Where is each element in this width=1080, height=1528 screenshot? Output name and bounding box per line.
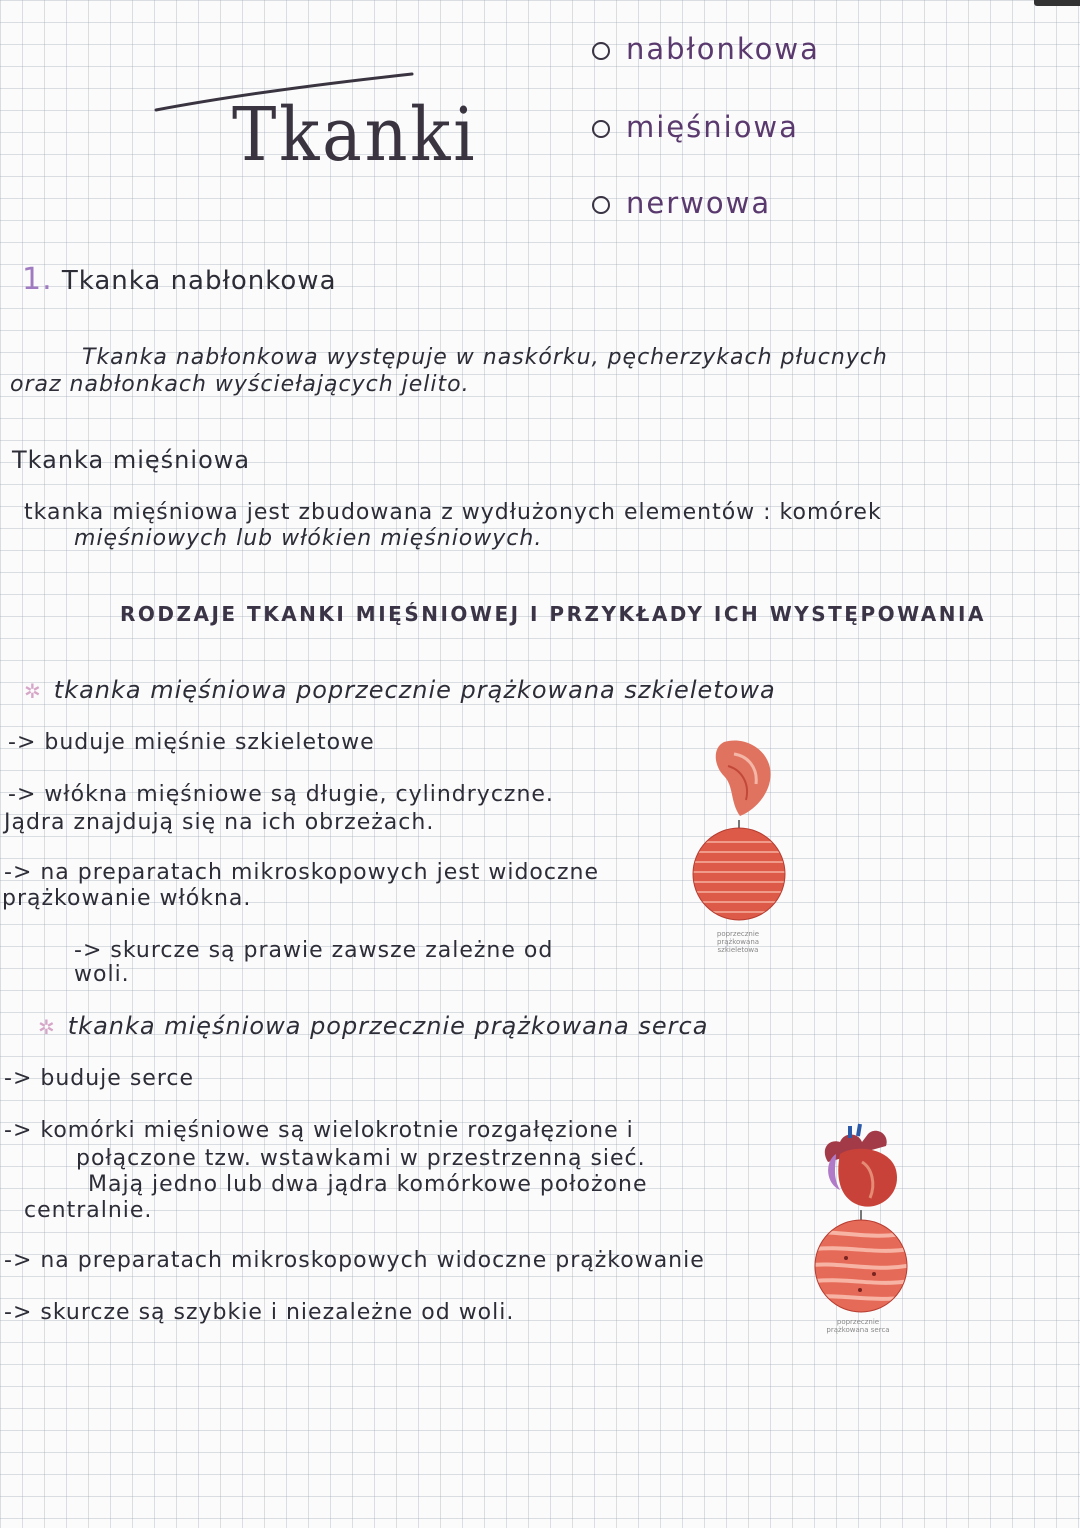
- type1-item: -> buduje mięśnie szkieletowe: [8, 730, 375, 755]
- section2-text-line2: mięśniowych lub włókien mięśniowych.: [74, 526, 543, 551]
- circle-bullet-icon: [592, 196, 610, 214]
- skeletal-muscle-bundle-icon: [716, 740, 771, 816]
- section2-text-line1: tkanka mięśniowa jest zbudowana z wydłużonych elementów : komórek: [24, 500, 882, 525]
- cardiac-muscle-figure: [806, 1114, 916, 1324]
- section1-text-line2: oraz nabłonkach wyściełających jelito.: [10, 372, 470, 397]
- topic-item-3: nerwowa: [592, 186, 771, 220]
- muscle-types-heading: RODZAJE TKANKI MIĘŚNIOWEJ I PRZYKŁADY ICH WYSTĘPOWANIA: [120, 602, 986, 626]
- type2-item: -> na preparatach mikroskopowych widoczne prążkowanie: [4, 1248, 705, 1273]
- skeletal-muscle-micrograph-icon: [684, 822, 794, 932]
- skeletal-figure-caption: poprzecznie prążkowana szkieletowa: [716, 930, 760, 954]
- page-corner-mark: [1034, 0, 1080, 6]
- section1-heading-text: Tkanka nabłonkowa: [61, 266, 337, 296]
- circle-bullet-icon: [592, 120, 610, 138]
- star-bullet-icon: ✲: [38, 1015, 56, 1039]
- type2-item: -> skurcze są szybkie i niezależne od woli.: [4, 1300, 515, 1325]
- circle-bullet-icon: [592, 42, 610, 60]
- type2-item: połączone tzw. wstawkami w przestrzenną sieć.: [76, 1146, 646, 1171]
- type2-item: -> buduje serce: [4, 1066, 195, 1091]
- type1-heading: ✲ tkanka mięśniowa poprzecznie prążkowana szkieletowa: [24, 676, 776, 704]
- section2-heading: Tkanka mięśniowa: [12, 446, 251, 474]
- type1-item: -> włókna mięśniowe są długie, cylindryczne.: [8, 782, 554, 807]
- type2-item: -> komórki mięśniowe są wielokrotnie rozgałęzione i: [4, 1118, 634, 1143]
- type2-heading: ✲ tkanka mięśniowa poprzecznie prążkowana serca: [38, 1012, 709, 1040]
- cardiac-muscle-micrograph-icon: [806, 1214, 916, 1324]
- cardiac-figure-caption: poprzecznie prążkowana serca: [826, 1318, 890, 1334]
- topic-item-2: mięśniowa: [592, 110, 799, 144]
- section1-number: 1.: [22, 262, 53, 297]
- type1-item: -> na preparatach mikroskopowych jest widoczne: [4, 860, 599, 885]
- type2-item: centralnie.: [24, 1198, 153, 1223]
- page-title: Tkanki: [232, 92, 478, 178]
- type1-item: Jądra znajdują się na ich obrzeżach.: [4, 810, 435, 835]
- topic-item-1: nabłonkowa: [592, 32, 820, 66]
- section1-heading: [22, 262, 337, 297]
- type1-item: prążkowanie włókna.: [2, 886, 252, 911]
- skeletal-muscle-figure: [684, 732, 794, 932]
- star-bullet-icon: ✲: [24, 679, 42, 703]
- heart-icon: [825, 1124, 897, 1207]
- type1-item: -> skurcze są prawie zawsze zależne od: [74, 938, 554, 963]
- type2-item: Mają jedno lub dwa jądra komórkowe położone: [88, 1172, 648, 1197]
- type1-item: woli.: [74, 962, 130, 987]
- section1-text-line1: Tkanka nabłonkowa występuje w naskórku, pęcherzykach płucnych: [82, 345, 888, 370]
